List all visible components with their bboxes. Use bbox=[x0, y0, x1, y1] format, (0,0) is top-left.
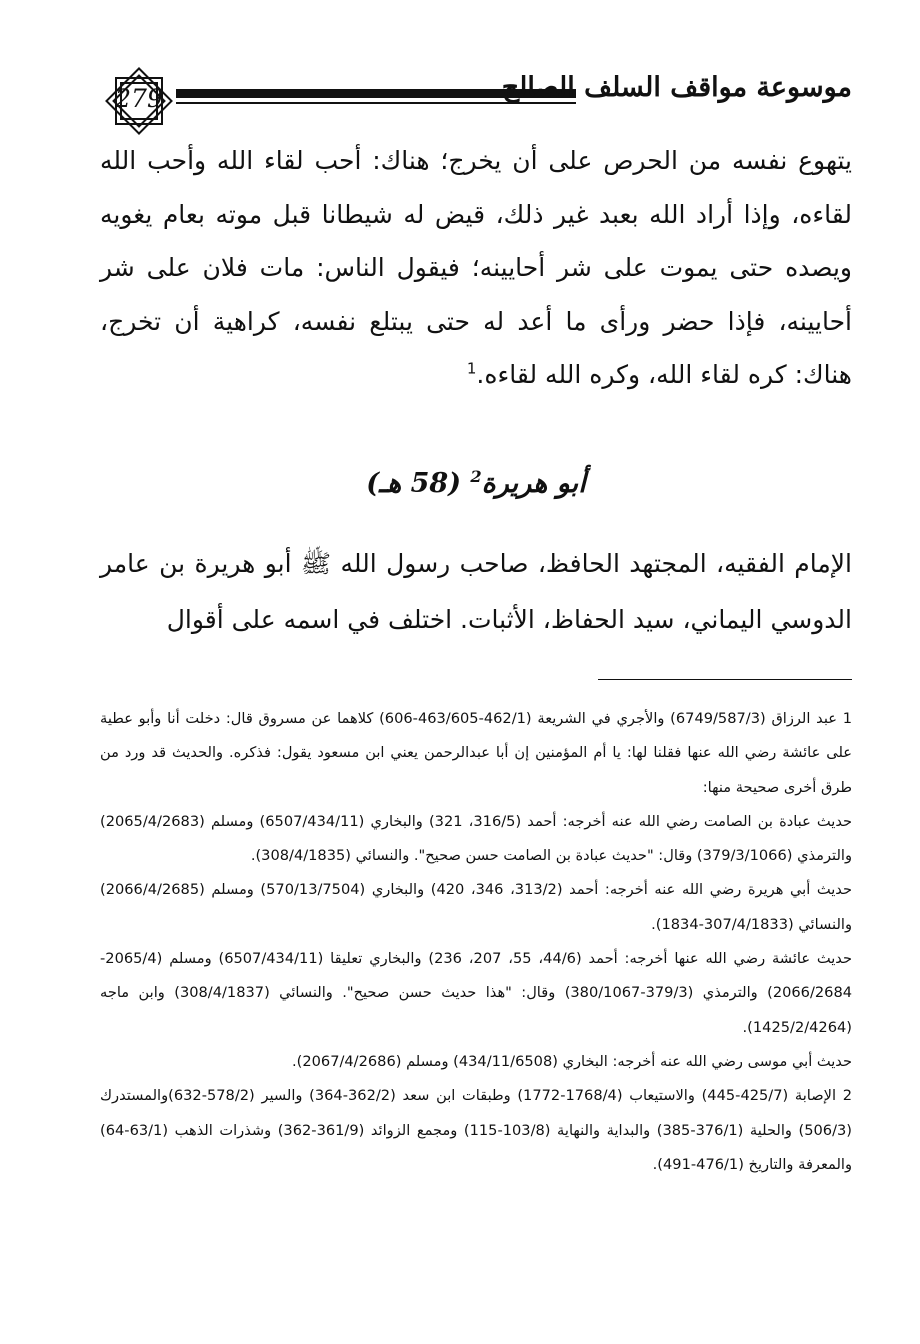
paragraph-text: يتهوع نفسه من الحرص على أن يخرج؛ هناك: أحب لقاء الله وأحب الله لقاءه، وإذا أراد الله بعبد غير ذلك، قيض له شيطانا قبل موته بعام يغويه ويصده حتى يموت على شر أحايينه؛ فيقول الناس: مات فلان على شر أحايينه، فإذا حضر ورأى ما أعد له حتى يبتلع نفسه، كراهية أن تخرج، هناك: كره لقاء الله، وكره الله لقاءه. bbox=[100, 146, 852, 390]
footnote-text: عبد الرزاق (6749/587/3) والأجري في الشريعة (462/1-463/605-606) كلاهما عن مسروق قال: دخلت أنا وأبو عطية على عائشة رضي الله عنها فقلنا لها: يا أم المؤمنين إن أبا عبدالرحمن يعني ابن مسعود يقول: فذكره. والحديث قد ورد من طرق أخرى صحيحة منها: bbox=[100, 710, 852, 796]
footnote-1 bbox=[100, 702, 852, 805]
page-header bbox=[100, 62, 852, 140]
series-title: موسوعة مواقف السلف الصالح bbox=[501, 72, 852, 103]
footnote-number: 1 bbox=[842, 710, 852, 727]
main-paragraph bbox=[100, 134, 852, 402]
footnote-number: 2 bbox=[842, 1087, 852, 1105]
entry-heading bbox=[100, 468, 852, 499]
footnote-separator bbox=[598, 679, 852, 680]
footnote-ref: 2 bbox=[470, 467, 482, 486]
footnotes bbox=[100, 702, 852, 1182]
page-number: 279 bbox=[115, 84, 163, 113]
footnote-1-abu-hurayra: حديث أبي هريرة رضي الله عنه أخرجه: أحمد (313/2، 346، 420) والبخاري (570/13/7504) ومسلم (2066/4/2685) والنسائي (307/4/1833-1834). bbox=[100, 881, 852, 933]
footnote-1-abu-musa: حديث أبي موسى رضي الله عنه أخرجه: البخاري (434/11/6508) ومسلم (2067/4/2686). bbox=[292, 1052, 852, 1070]
footnote-1-aisha: حديث عائشة رضي الله عنها أخرجه: أحمد (44/6، 55، 207، 236) والبخاري تعليقا (6507/434/11) ومسلم (2065/4-2066/2684) والترمذي (379/3-380/1067) وقال: "هذا حديث حسن صحيح". والنسائي (308/4/1837) وابن ماجه (1425/2/4264). bbox=[100, 950, 853, 1036]
footnote-text: الإصابة (425/7-445) والاستيعاب (1768/4-1772) وطبقات ابن سعد (362/2-364) والسير (578/2-632)والمستدرك (506/3) والحلية (376/1-385) والبداية والنهاية (103/8-115) ومجمع الزوائد (361/9-362) وشذرات الذهب (63/1-64) والمعرفة والتاريخ (476/1-491). bbox=[100, 1087, 852, 1173]
paragraph-text: الإمام الفقيه، المجتهد الحافظ، صاحب رسول الله ﷺ أبو هريرة بن عامر الدوسي اليماني، سيد الحفاظ، الأثبات. اختلف في اسمه على أقوال bbox=[100, 549, 852, 634]
footnote-2 bbox=[100, 1079, 852, 1182]
entry-date: (58 هـ) bbox=[366, 468, 461, 499]
footnote-1-ubada: حديث عبادة بن الصامت رضي الله عنه أخرجه: أحمد (316/5، 321) والبخاري (6507/434/11) ومسلم (2065/4/2683) والترمذي (379/3/1066) وقال: "حديث عبادة بن الصامت حسن صحيح". والنسائي (308/4/1835). bbox=[100, 812, 853, 865]
footnote-ref: 1 bbox=[466, 360, 477, 379]
biography-paragraph bbox=[100, 536, 852, 648]
entry-name: أبو هريرة bbox=[481, 468, 586, 499]
